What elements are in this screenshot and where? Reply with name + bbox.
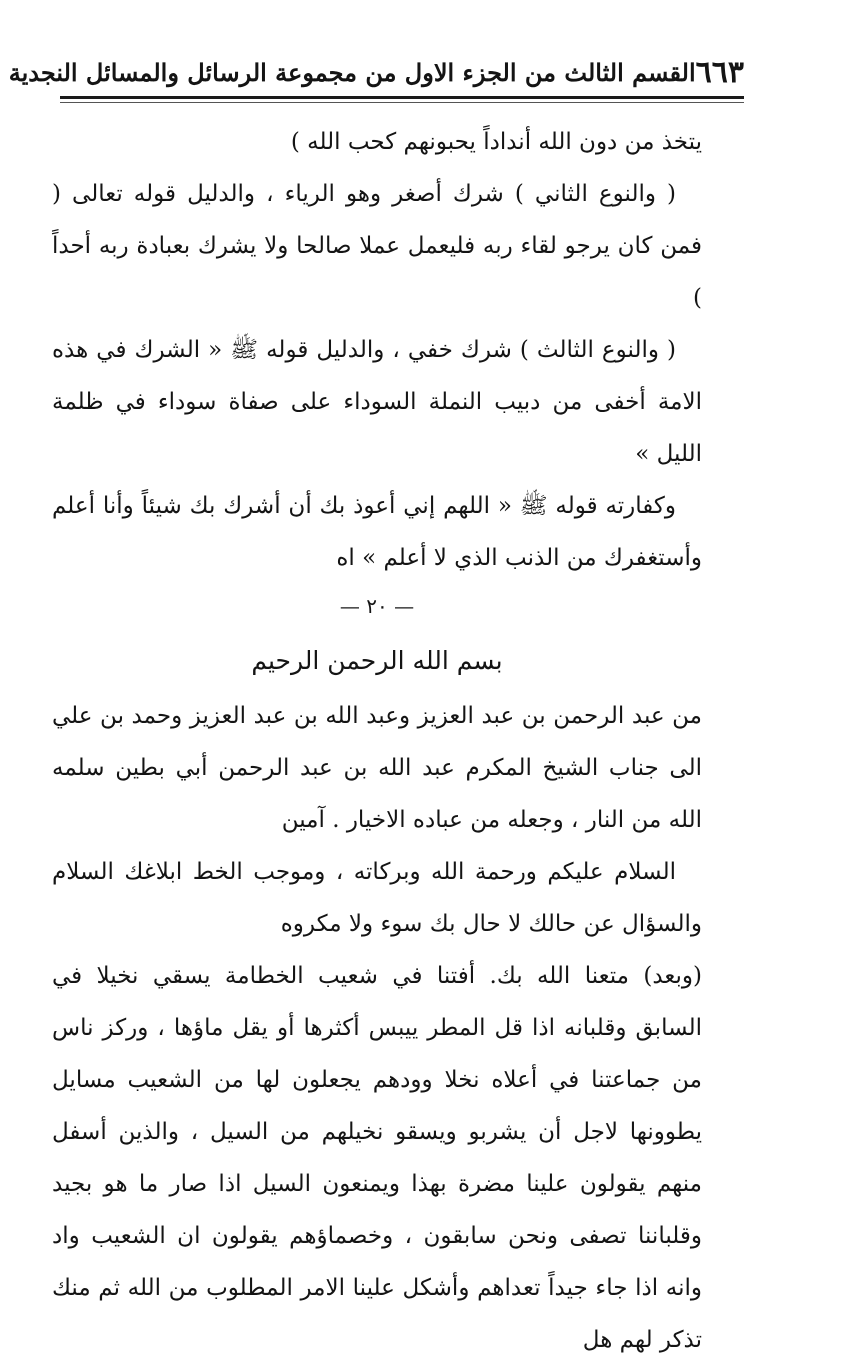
paragraph-greeting: السلام عليكم ورحمة الله وبركاته ، وموجب الخط ابلاغك السلام والسؤال عن حالك لا حال بك سوء ولا مكروه bbox=[52, 859, 702, 937]
paragraph-question: (وبعد) متعنا الله بك. أفتنا في شعيب الخطامة يسقي نخيلا في السابق وقلبانه اذا قل المطر ييبس أكثرها أو يقل ماؤها ، وركز ناس من جماعتنا في أعلاه نخلا وودهم يجعلون لها من الشعيب مسايل يطوونها لاجل أن يشربو ويسقو نخيلهم من السيل ، والذين أسفل منهم يقولون علينا مضرة بهذا ويمنعون السيل اذا صار ما هو بجيد وقلباننا تصفى ونحن سابقون ، وخصماؤهم يقولون ان الشعيب واد وانه اذا جاء جيداً تعداهم وأشكل علينا الامر المطلوب من الله ثم منك تذكر لهم هل bbox=[52, 963, 702, 1353]
section-divider: — ٢٠ — bbox=[339, 594, 415, 618]
page-number: ٦٦٣ bbox=[695, 54, 744, 90]
header-rule bbox=[60, 96, 744, 99]
paragraph-expiation: وكفارته قوله ﷺ « اللهم إني أعوذ بك أن أشرك بك شيئاً وأنا أعلم وأستغفرك من الذنب الذي لا أعلم » اه bbox=[52, 493, 702, 571]
paragraph-letter-opening: من عبد الرحمن بن عبد العزيز وعبد الله بن عبد العزيز وحمد بن علي الى جناب الشيخ المكرم عبد الله بن عبد الرحمن أبي بطين سلمه الله من النار ، وجعله من عباده الاخيار . آمين bbox=[52, 703, 702, 833]
paragraph-minor-shirk: ( والنوع الثاني ) شرك أصغر وهو الرياء ، والدليل قوله تعالى ( فمن كان يرجو لقاء ربه فليعمل عملا صالحا ولا يشرك بعبادة ربه أحداً ) bbox=[52, 181, 702, 311]
paragraph-hidden-shirk: ( والنوع الثالث ) شرك خفي ، والدليل قوله ﷺ « الشرك في هذه الامة أخفى من دبيب النملة السوداء على صفاة سوداء في ظلمة الليل » bbox=[52, 337, 702, 467]
basmala-heading: بسم الله الرحمن الرحيم bbox=[251, 646, 503, 675]
running-head: القسم الثالث من الجزء الاول من مجموعة الرسائل والمسائل النجدية bbox=[8, 57, 696, 87]
page-header bbox=[8, 52, 744, 92]
body-text bbox=[52, 116, 702, 1366]
header-rule-thin bbox=[60, 102, 744, 103]
paragraph-verse-end: يتخذ من دون الله أنداداً يحبونهم كحب الله ) bbox=[290, 129, 702, 155]
